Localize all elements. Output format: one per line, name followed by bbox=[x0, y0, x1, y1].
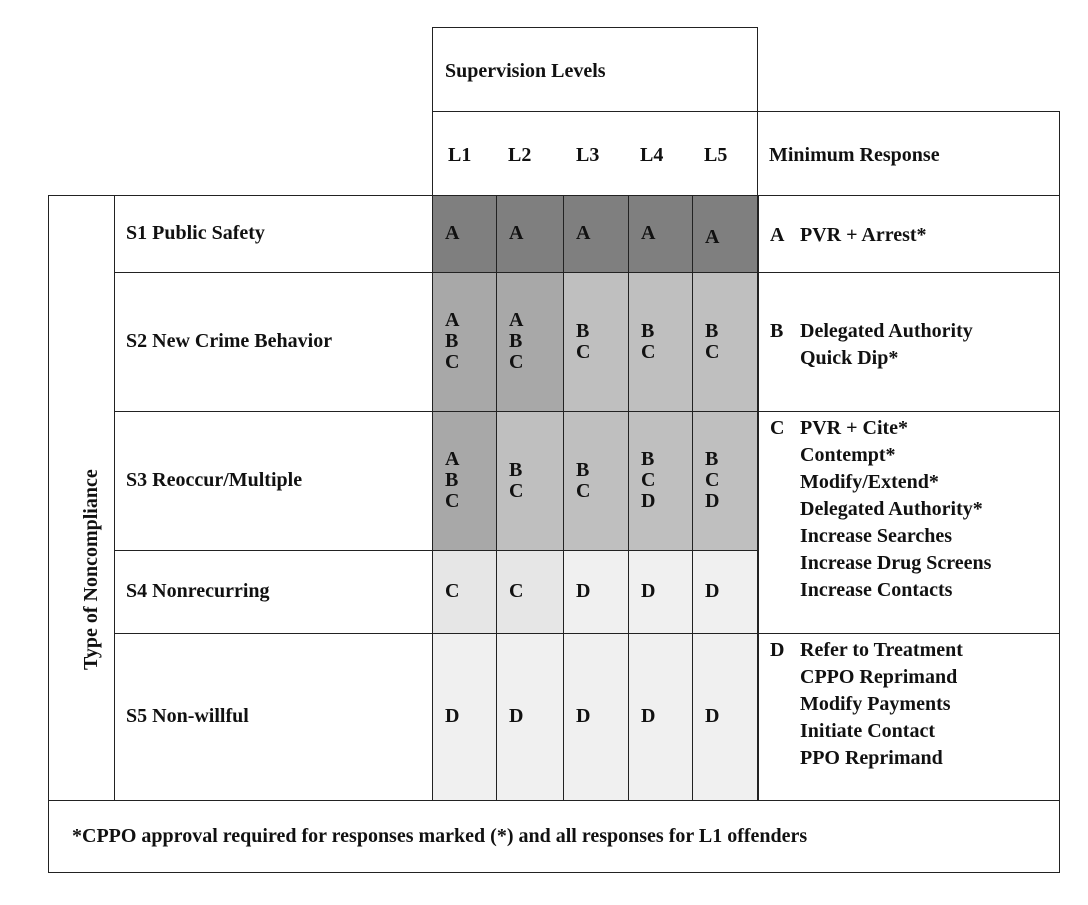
response-letter: B bbox=[770, 320, 784, 342]
supervision-levels-label: Supervision Levels bbox=[445, 60, 606, 82]
cell-letter: A bbox=[509, 309, 524, 331]
grid-cell bbox=[496, 411, 564, 551]
cell-letter: B bbox=[705, 319, 719, 342]
response-line: CPPO Reprimand bbox=[800, 666, 958, 688]
cell-letter: A bbox=[445, 448, 460, 470]
noncompliance-side-label: Type of Noncompliance bbox=[80, 469, 102, 670]
grid-cell bbox=[692, 195, 759, 273]
grid-cell bbox=[496, 550, 564, 634]
grid-cell bbox=[692, 633, 759, 801]
level-l1: L1 bbox=[448, 144, 472, 166]
row-label: S4 Nonrecurring bbox=[126, 579, 270, 602]
row-label: S2 New Crime Behavior bbox=[126, 329, 333, 352]
row-label: S1 Public Safety bbox=[126, 221, 265, 244]
cell-letter: D bbox=[509, 705, 524, 727]
level-l5: L5 bbox=[704, 144, 728, 166]
grid-cell bbox=[432, 550, 497, 634]
response-line: D Refer to Treatment bbox=[770, 637, 963, 664]
cell-letter: C bbox=[445, 351, 460, 373]
response-line: Increase Contacts bbox=[800, 579, 953, 601]
response-line: Increase Drug Screens bbox=[800, 552, 992, 574]
grid-cell bbox=[563, 550, 629, 634]
grid-cell bbox=[628, 195, 693, 273]
row-label: S5 Non-willful bbox=[126, 704, 249, 727]
grid-cell bbox=[628, 633, 693, 801]
cell-letter: D bbox=[576, 580, 591, 602]
cell-letter: D bbox=[705, 490, 720, 512]
cell-letter: A bbox=[445, 309, 460, 331]
grid-cell bbox=[563, 195, 629, 273]
cell-letter: D bbox=[641, 705, 656, 727]
grid-cell bbox=[692, 411, 759, 551]
cell-letter: C bbox=[509, 479, 524, 502]
cell-letter: A bbox=[509, 222, 524, 244]
response-line: Quick Dip* bbox=[800, 347, 899, 369]
grid-cell bbox=[628, 272, 693, 412]
cell-letter: C bbox=[641, 340, 656, 363]
cell-letter: B bbox=[705, 448, 719, 470]
cell-letter: C bbox=[509, 351, 524, 373]
cell-letter: C bbox=[705, 469, 720, 491]
cell-letter: A bbox=[641, 222, 656, 244]
cell-letter: B bbox=[509, 458, 523, 481]
response-line: A PVR + Arrest* bbox=[770, 222, 927, 249]
grid-cell bbox=[432, 272, 497, 412]
grid-cell bbox=[563, 411, 629, 551]
cell-letter: B bbox=[445, 469, 459, 491]
response-line: B Delegated Authority bbox=[770, 318, 973, 345]
response-line: Increase Searches bbox=[800, 525, 953, 547]
response-c bbox=[770, 415, 991, 604]
grid-cell bbox=[432, 195, 497, 273]
cell-letter: C bbox=[445, 580, 460, 602]
cell-letter: D bbox=[576, 705, 591, 727]
grid-cell bbox=[692, 272, 759, 412]
cell-letter: B bbox=[445, 330, 459, 352]
level-l4: L4 bbox=[640, 144, 664, 166]
cell-letter: D bbox=[641, 580, 656, 602]
response-a bbox=[770, 222, 927, 249]
cell-letter: C bbox=[576, 479, 591, 502]
cell-letter: D bbox=[445, 705, 460, 727]
footnote-text: *CPPO approval required for responses marked (*) and all responses for L1 offenders bbox=[72, 825, 808, 847]
cell-letter: D bbox=[641, 490, 656, 512]
response-line: Initiate Contact bbox=[800, 720, 935, 742]
grid-cell bbox=[496, 633, 564, 801]
response-d bbox=[770, 637, 963, 772]
grid-cell bbox=[628, 411, 693, 551]
response-letter: C bbox=[770, 417, 785, 439]
response-b bbox=[770, 318, 973, 372]
level-l2: L2 bbox=[508, 144, 532, 166]
cell-letter: C bbox=[445, 490, 460, 512]
cell-letter: A bbox=[445, 222, 460, 244]
cell-letter: B bbox=[641, 319, 655, 342]
cell-letter: C bbox=[705, 340, 720, 363]
grid-cell bbox=[432, 411, 497, 551]
minimum-response-label: Minimum Response bbox=[769, 144, 940, 166]
cell-letter: B bbox=[509, 330, 523, 352]
cell-letter: D bbox=[705, 580, 720, 602]
grid-cell bbox=[496, 195, 564, 273]
grid-cell bbox=[563, 633, 629, 801]
cell-letter: A bbox=[705, 226, 720, 248]
grid-cell bbox=[692, 550, 759, 634]
response-line: C PVR + Cite* bbox=[770, 415, 991, 442]
cell-letter: B bbox=[576, 458, 590, 481]
response-line: Modify/Extend* bbox=[800, 471, 939, 493]
cell-letter: C bbox=[576, 340, 591, 363]
grid-cell bbox=[496, 272, 564, 412]
response-letter: D bbox=[770, 639, 785, 661]
cell-letter: C bbox=[509, 580, 524, 602]
cell-letter: B bbox=[641, 448, 655, 470]
cell-letter: A bbox=[576, 222, 591, 244]
grid-cell bbox=[563, 272, 629, 412]
response-line: Modify Payments bbox=[800, 693, 951, 715]
response-line: Contempt* bbox=[800, 444, 896, 466]
cell-letter: D bbox=[705, 705, 720, 727]
level-l3: L3 bbox=[576, 144, 600, 166]
response-line: PPO Reprimand bbox=[800, 747, 943, 769]
row-label: S3 Reoccur/Multiple bbox=[126, 468, 303, 491]
cell-letter: C bbox=[641, 469, 656, 491]
grid-cell bbox=[432, 633, 497, 801]
response-line: Delegated Authority* bbox=[800, 498, 983, 520]
grid-cell bbox=[628, 550, 693, 634]
cell-letter: B bbox=[576, 319, 590, 342]
response-letter: A bbox=[770, 224, 785, 246]
